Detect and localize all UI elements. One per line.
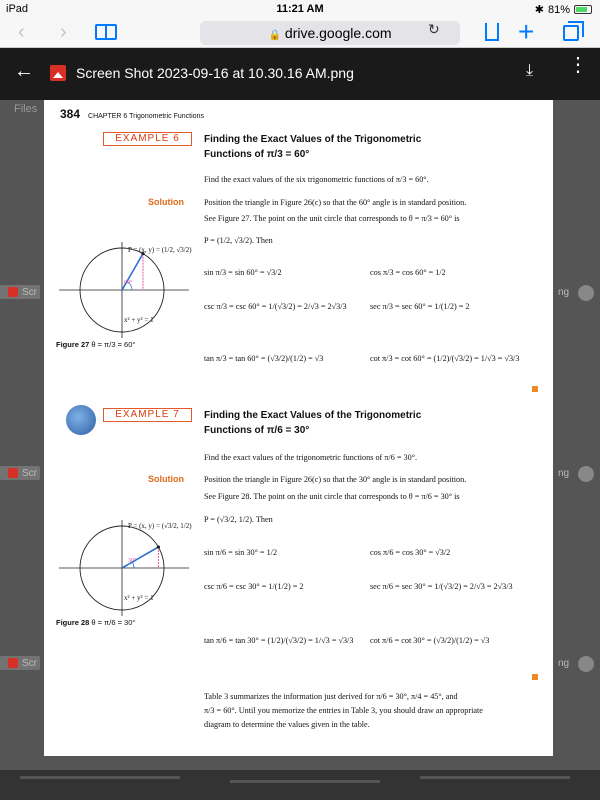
device-label: iPad [6,3,29,15]
battery-status [535,3,592,16]
fig27-point-label: P = (x, y) = (1/2, √3/2) [128,246,192,254]
example-6-solution-line2: See Figure 27. The point on the unit circle that corresponds to θ = π/3 = 60° is [204,214,460,223]
fig27-circle-eq: x² + y² = 1 [124,316,154,324]
battery-percent: 81% [547,3,570,16]
ghost-label: Scr [22,287,37,298]
example-6-solution-line1: Position the triangle in Figure 26(c) so that the 60° angle is in standard position. [204,198,467,207]
ex7-csc: csc π/6 = csc 30° = 1/(1/2) = 2 [204,582,304,591]
figure-27-label: Figure 27 [56,340,90,349]
download-icon[interactable]: ⤓ [526,62,534,79]
example-6-title-line2: Functions of π/3 = 60° [204,149,310,160]
ex7-sin: sin π/6 = sin 30° = 1/2 [204,548,278,557]
figure-28-caption [56,618,135,627]
summary-line3: diagram to determine the values given in the table. [204,720,370,729]
example-7-point: P = (√3/2, 1/2). Then [204,515,273,524]
ghost-info-icon [578,466,594,482]
figure-28-text: θ = π/6 = 30° [91,618,136,627]
example-6-label: EXAMPLE 6 [103,132,192,146]
ghost-info-icon [578,656,594,672]
example-6-title [204,132,421,162]
files-tab: Files [14,103,38,115]
drive-viewer-header [0,48,600,100]
ex6-cos: cos π/3 = cos 60° = 1/2 [370,268,446,277]
end-of-example-marker [532,674,538,680]
example-6-title-line1: Finding the Exact Values of the Trigonometric [204,134,422,145]
url-text: drive.google.com [284,25,392,41]
back-nav-icon[interactable]: ‹ [18,21,25,43]
example-6-solution-label: Solution [148,197,184,207]
example-6-intro: Find the exact values of the six trigonometric functions of π/3 = 60°. [204,175,429,184]
ex7-cot: cot π/6 = cot 30° = (√3/2)/(1/2) = √3 [370,636,490,645]
status-bar [0,0,600,18]
ex6-csc: csc π/3 = csc 60° = 1/(√3/2) = 2/√3 = 2√3/3 [204,302,347,311]
new-tab-icon[interactable]: + [518,16,535,47]
globe-icon [66,405,96,435]
ghost-label: Scr [22,658,37,669]
ghost-file-icon [8,468,18,478]
ghost-label-right: ng [558,658,570,669]
figure-28-label: Figure 28 [56,618,90,627]
bookmarks-icon[interactable] [95,24,117,40]
background-bottom-strip [0,770,600,800]
ex7-cos: cos π/6 = cos 30° = √3/2 [370,548,451,557]
fig28-angle-label: 30° [128,558,137,564]
ghost-label: Scr [22,468,37,479]
file-name: Screen Shot 2023-09-16 at 10.30.16 AM.png [76,65,354,81]
summary-line1: Table 3 summarizes the information just derived for π/6 = 30°, π/4 = 45°, and [204,692,458,701]
ghost-info-icon [578,285,594,301]
fig28-circle-eq: x² + y² = 1 [124,594,154,602]
example-6-point: P = (1/2, √3/2). Then [204,236,273,245]
figure-28 [54,518,194,618]
ghost-label-right: ng [558,468,570,479]
example-7-solution-line1: Position the triangle in Figure 26(c) so that the 30° angle is in standard position. [204,475,467,484]
example-7-title [204,408,421,438]
tabs-icon[interactable] [563,25,579,41]
example-7-label: EXAMPLE 7 [103,408,192,422]
ex7-sec: sec π/6 = sec 30° = 1/(√3/2) = 2/√3 = 2√3/3 [370,582,513,591]
ex6-sin: sin π/3 = sin 60° = √3/2 [204,268,282,277]
point-p [157,545,160,548]
bluetooth-icon: ✱ [534,4,544,16]
ex6-cot: cot π/3 = cot 60° = (1/2)/(√3/2) = 1/√3 = √3/3 [370,354,520,363]
summary-line2: π/3 = 60°. Until you memorize the entries in Table 3, you should draw an appropriate [204,706,483,715]
back-arrow-icon[interactable]: ← [14,60,34,82]
reload-icon[interactable]: ↻ [428,21,440,37]
page-number: 384 [60,107,81,121]
fig27-angle-label: 60° [124,280,133,286]
ghost-file-icon [8,658,18,668]
figure-27-text: θ = π/3 = 60° [91,340,136,349]
ex6-sec: sec π/3 = sec 60° = 1/(1/2) = 2 [370,302,470,311]
battery-icon [574,5,592,14]
figure-27 [54,240,194,340]
lock-icon: 🔒 [268,30,281,41]
example-7-intro: Find the exact values of the trigonometric functions of π/6 = 30°. [204,453,418,462]
share-icon[interactable] [485,23,499,41]
more-options-icon[interactable]: ⋮ [568,54,588,76]
forward-nav-icon[interactable]: › [60,21,67,43]
figure-27-caption [56,340,135,349]
screenshot-image [44,100,553,756]
end-of-example-marker [532,386,538,392]
example-7-solution-line2: See Figure 28. The point on the unit circle that corresponds to θ = π/6 = 30° is [204,492,460,501]
address-bar[interactable] [200,21,460,45]
ex7-tan: tan π/6 = tan 30° = (1/2)/(√3/2) = 1/√3 = √3/3 [204,636,354,645]
running-head [60,107,204,122]
image-file-icon [50,65,66,81]
ex6-tan: tan π/3 = tan 60° = (√3/2)/(1/2) = √3 [204,354,324,363]
clock: 11:21 AM [276,3,324,15]
summary-paragraph [204,690,544,732]
safari-toolbar [0,18,600,48]
ghost-file-icon [8,287,18,297]
example-7-title-line2: Functions of π/6 = 30° [204,425,310,436]
example-7-solution-label: Solution [148,474,184,484]
chapter-title: CHAPTER 6 Trigonometric Functions [88,113,204,120]
example-7-title-line1: Finding the Exact Values of the Trigonometric [204,410,422,421]
ghost-label-right: ng [558,287,570,298]
fig28-point-label: P = (x, y) = (√3/2, 1/2) [128,522,192,530]
